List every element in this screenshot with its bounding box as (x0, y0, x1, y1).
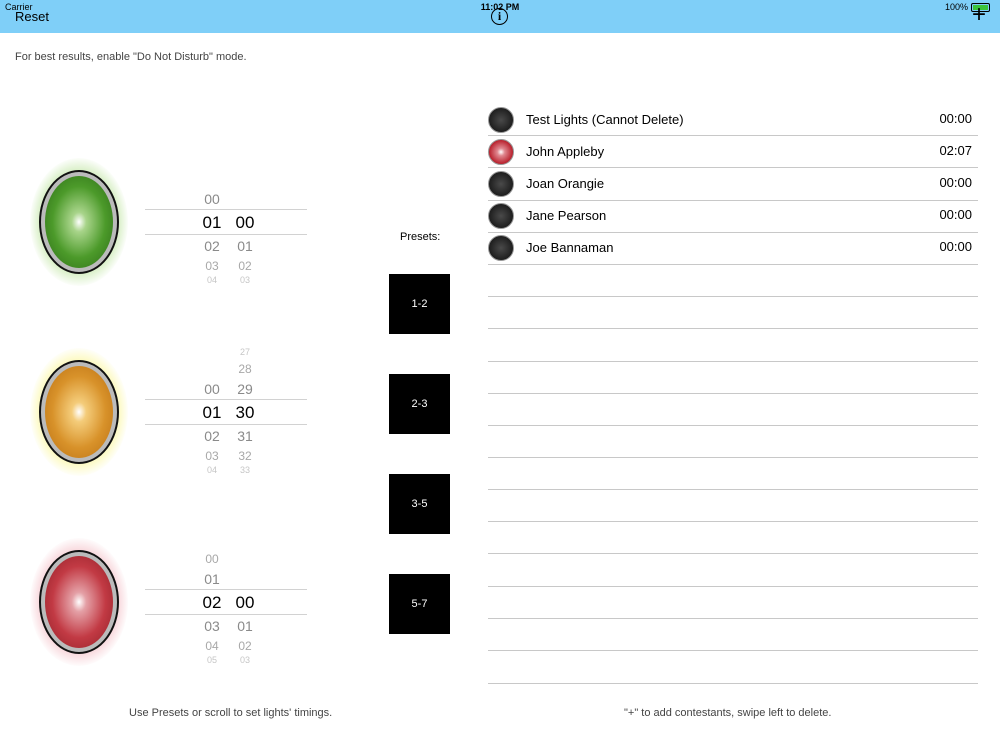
picker-second[interactable]: 33 (239, 465, 250, 475)
picker-minute[interactable]: 02 (204, 238, 220, 254)
preset-button-5-7[interactable]: 5-7 (389, 574, 450, 634)
picker-second-selected[interactable]: 00 (235, 213, 255, 232)
status-time: 11:02 PM (480, 2, 520, 12)
picker-minute[interactable]: 03 (204, 618, 220, 634)
status-bar (0, 0, 1000, 33)
red-light (30, 538, 128, 666)
picker-second[interactable]: 02 (238, 639, 252, 653)
reset-button[interactable]: Reset (15, 9, 49, 24)
info-icon[interactable]: i (491, 8, 508, 25)
picker-minute[interactable]: 03 (205, 259, 219, 273)
picker-minute-selected[interactable]: 01 (202, 403, 222, 422)
light-indicator-icon (488, 203, 514, 229)
contestant-row[interactable] (488, 168, 978, 200)
picker-minute-selected[interactable]: 01 (202, 213, 222, 232)
row-divider (488, 586, 978, 587)
picker-second[interactable]: 03 (239, 275, 250, 285)
picker-second[interactable]: 01 (237, 618, 253, 634)
picker-second[interactable]: 28 (238, 362, 252, 376)
contestant-time: 00:00 (939, 111, 972, 126)
preset-button-3-5[interactable]: 3-5 (389, 474, 450, 534)
contestant-name: Joe Bannaman (526, 240, 614, 255)
row-divider (488, 683, 978, 684)
picker-second-selected[interactable]: 30 (235, 403, 255, 422)
row-divider (488, 296, 978, 297)
row-divider (488, 650, 978, 651)
row-divider (488, 232, 978, 233)
row-divider (488, 328, 978, 329)
add-contestant-icon[interactable]: + (971, 1, 986, 28)
row-divider (488, 361, 978, 362)
contestant-row[interactable] (488, 200, 978, 232)
contestant-name: John Appleby (526, 144, 605, 159)
contestant-time: 00:00 (939, 175, 972, 190)
row-divider (488, 553, 978, 554)
green-light (30, 158, 128, 286)
picker-second[interactable]: 31 (237, 428, 253, 444)
contestants-hint: "+" to add contestants, swipe left to delete. (624, 707, 832, 719)
carrier-label: Carrier (5, 2, 33, 12)
contestant-name: Joan Orangie (526, 176, 605, 191)
row-divider (488, 167, 978, 168)
picker-second[interactable]: 32 (238, 449, 252, 463)
contestant-time: 02:07 (939, 143, 972, 158)
picker-minute[interactable]: 01 (204, 571, 220, 587)
picker-minute[interactable]: 00 (205, 552, 219, 566)
picker-minute[interactable]: 04 (206, 275, 217, 285)
contestant-row[interactable] (488, 136, 978, 168)
contestant-row[interactable] (488, 232, 978, 264)
light-indicator-icon (488, 107, 514, 133)
presets-hint: Use Presets or scroll to set lights' timings. (129, 707, 333, 719)
picker-minute[interactable]: 02 (204, 428, 220, 444)
preset-button-2-3[interactable]: 2-3 (389, 374, 450, 434)
row-divider (488, 200, 978, 201)
picker-minute-selected[interactable]: 02 (202, 593, 222, 612)
contestant-name: Jane Pearson (526, 208, 607, 223)
preset-button-1-2[interactable]: 1-2 (389, 274, 450, 334)
row-divider (488, 521, 978, 522)
contestant-time: 00:00 (939, 207, 972, 222)
battery-percent: 100% (944, 2, 968, 12)
picker-second[interactable]: 02 (238, 259, 252, 273)
contestant-name: Test Lights (Cannot Delete) (526, 112, 684, 127)
row-divider (488, 489, 978, 490)
presets-label: Presets: (400, 231, 441, 243)
amber-light (30, 348, 128, 476)
row-divider (488, 425, 978, 426)
picker-minute[interactable]: 04 (206, 465, 217, 475)
contestant-time: 00:00 (939, 239, 972, 254)
picker-second[interactable]: 27 (239, 347, 250, 357)
row-divider (488, 135, 978, 136)
picker-minute[interactable]: 00 (204, 381, 220, 397)
dnd-hint: For best results, enable "Do Not Disturb" mode. (15, 51, 247, 63)
picker-second-selected[interactable]: 00 (235, 593, 255, 612)
picker-minute[interactable]: 00 (204, 191, 220, 207)
picker-second[interactable]: 01 (237, 238, 253, 254)
row-divider (488, 393, 978, 394)
picker-minute[interactable]: 03 (205, 449, 219, 463)
light-indicator-icon (488, 235, 514, 261)
light-indicator-icon (488, 139, 514, 165)
row-divider (488, 264, 978, 265)
picker-minute[interactable]: 05 (206, 655, 217, 665)
row-divider (488, 457, 978, 458)
contestant-row[interactable] (488, 104, 978, 136)
picker-second[interactable]: 03 (239, 655, 250, 665)
light-indicator-icon (488, 171, 514, 197)
row-divider (488, 618, 978, 619)
picker-minute[interactable]: 04 (205, 639, 219, 653)
picker-second[interactable]: 29 (237, 381, 253, 397)
